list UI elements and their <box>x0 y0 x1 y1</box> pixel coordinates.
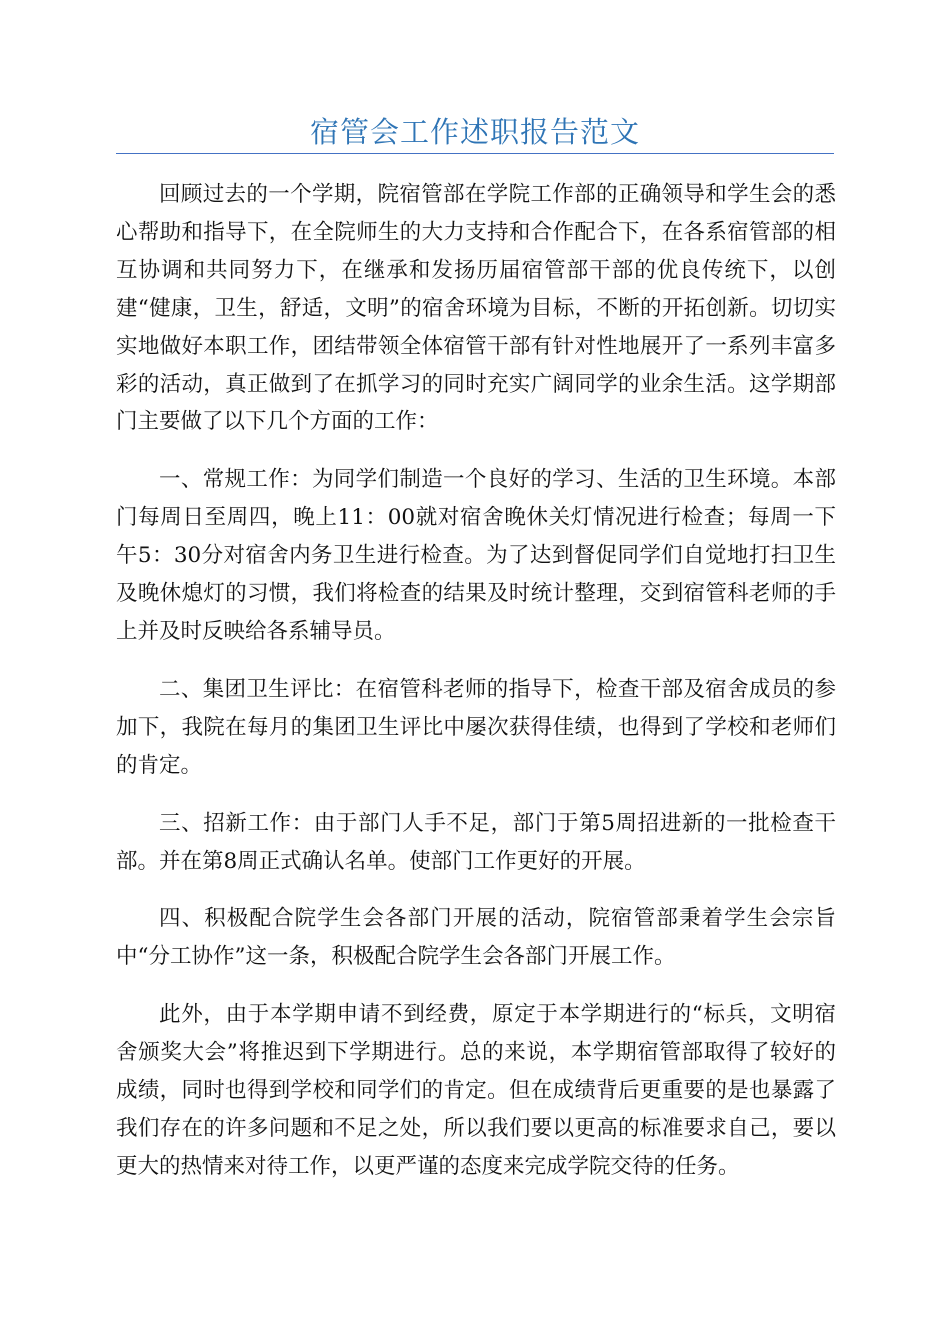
paragraph-cooperation: 四、积极配合院学生会各部门开展的活动，院宿管部秉着学生会宗旨中“分工协作”这一条，积极配合院学生会各部门开展工作。 <box>116 906 836 970</box>
document-title: 宿管会工作述职报告范文 <box>309 115 640 149</box>
paragraph-recruitment: 三、招新工作：由于部门人手不足，部门于第5周招进新的一批检查干部。并在第8周正式确认名单。使部门工作更好的开展。 <box>116 810 836 874</box>
paragraph-hygiene-evaluation: 二、集团卫生评比：在宿管科老师的指导下，检查干部及宿舍成员的参加下，我院在每月的集团卫生评比中屡次获得佳绩，也得到了学校和老师们的肯定。 <box>116 676 836 778</box>
paragraph-routine-work: 一、常规工作：为同学们制造一个良好的学习、生活的卫生环境。本部门每周日至周四，晚上11：00就对宿舍晚休关灯情况进行检查；每周一下午5：30分对宿舍内务卫生进行检查。为了达到督促同学们自觉地打扫卫生及晚休熄灯的习惯，我们将检查的结果及时统计整理，交到宿管科老师的手上并及时反映给各系辅导员。 <box>116 467 836 644</box>
paragraph-intro: 回顾过去的一个学期，院宿管部在学院工作部的正确领导和学生会的悉心帮助和指导下，在全院师生的大力支持和合作配合下，在各系宿管部的相互协调和共同努力下，在继承和发扬历届宿管部干部的优良传统下，以创建“健康，卫生，舒适，文明”的宿舍环境为目标，不断的开拓创新。切切实实地做好本职工作，团结带领全体宿管干部有针对性地展开了一系列丰富多彩的活动，真正做到了在抓学习的同时充实广阔同学的业余生活。这学期部门主要做了以下几个方面的工作： <box>116 182 836 435</box>
document-body <box>116 176 836 1206</box>
paragraph-conclusion: 此外，由于本学期申请不到经费，原定于本学期进行的“标兵，文明宿舍颁奖大会”将推迟到下学期进行。总的来说，本学期宿管部取得了较好的成绩，同时也得到学校和同学们的肯定。但在成绩背后更重要的是也暴露了我们存在的许多问题和不足之处，所以我们要以更高的标准要求自己，要以更大的热情来对待工作，以更严谨的态度来完成学院交待的任务。 <box>116 1002 836 1179</box>
title-underline <box>116 153 834 154</box>
